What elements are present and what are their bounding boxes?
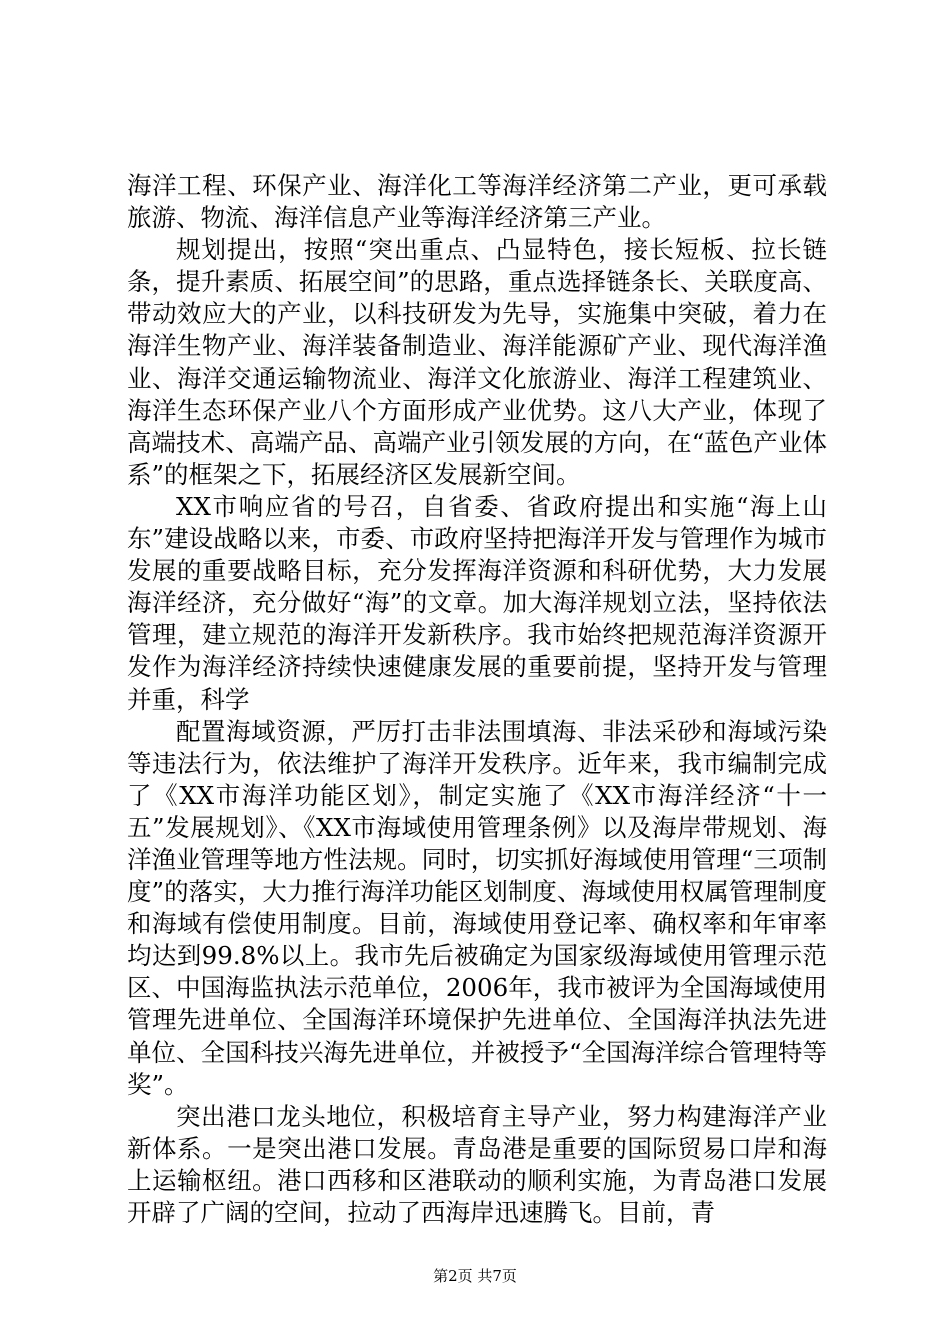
paragraph-1: 海洋工程、环保产业、海洋化工等海洋经济第二产业，更可承载旅游、物流、海洋信息产业等海洋经济第三产业。 — [127, 171, 827, 233]
paragraph-2: 规划提出，按照“突出重点、凸显特色，接长短板、拉长链条，提升素质、拓展空间”的思路，重点选择链条长、关联度高、带动效应大的产业，以科技研发为先导，实施集中突破，着力在海洋生物产业、海洋装备制造业、海洋能源矿产业、现代海洋渔业、海洋交通运输物流业、海洋文化旅游业、海洋工程建筑业、海洋生态环保产业八个方面形成产业优势。这八大产业，体现了高端技术、高端产品、高端产业引领发展的方向，在“蓝色产业体系”的框架之下，拓展经济区发展新空间。 — [127, 235, 827, 489]
paragraph-3: XX市响应省的号召，自省委、省政府提出和实施“海上山东”建设战略以来，市委、市政府坚持把海洋开发与管理作为城市发展的重要战略目标，充分发挥海洋资源和科研优势，大力发展海洋经济，充分做好“海”的文章。加大海洋规划立法，坚持依法管理，建立规范的海洋开发新秩序。我市始终把规范海洋资源开发作为海洋经济持续快速健康发展的重要前提，坚持开发与管理并重，科学 — [127, 491, 827, 714]
page-footer: 第2页 共7页 — [433, 1267, 517, 1285]
document-body — [127, 170, 827, 1229]
paragraph-5: 突出港口龙头地位，积极培育主导产业，努力构建海洋产业新体系。一是突出港口发展。青岛港是重要的国际贸易口岸和海上运输枢纽。港口西移和区港联动的顺利实施，为青岛港口发展开辟了广阔的空间，拉动了西海岸迅速腾飞。目前，青 — [127, 1101, 827, 1227]
paragraph-4: 配置海域资源，严厉打击非法围填海、非法采砂和海域污染等违法行为，依法维护了海洋开发秩序。近年来，我市编制完成了《XX市海洋功能区划》，制定实施了《XX市海洋经济“十一五”发展规划》、《XX市海域使用管理条例》以及海岸带规划、海洋渔业管理等地方性法规。同时，切实抓好海域使用管理“三项制度”的落实，大力推行海洋功能区划制度、海域使用权属管理制度和海域有偿使用制度。目前，海域使用登记率、确权率和年审率均达到99.8%以上。我市先后被确定为国家级海域使用管理示范区、中国海监执法示范单位，2006年，我市被评为全国海域使用管理先进单位、全国海洋环境保护先进单位、全国海洋执法先进单位、全国科技兴海先进单位，并被授予“全国海洋综合管理特等奖”。 — [127, 716, 827, 1099]
